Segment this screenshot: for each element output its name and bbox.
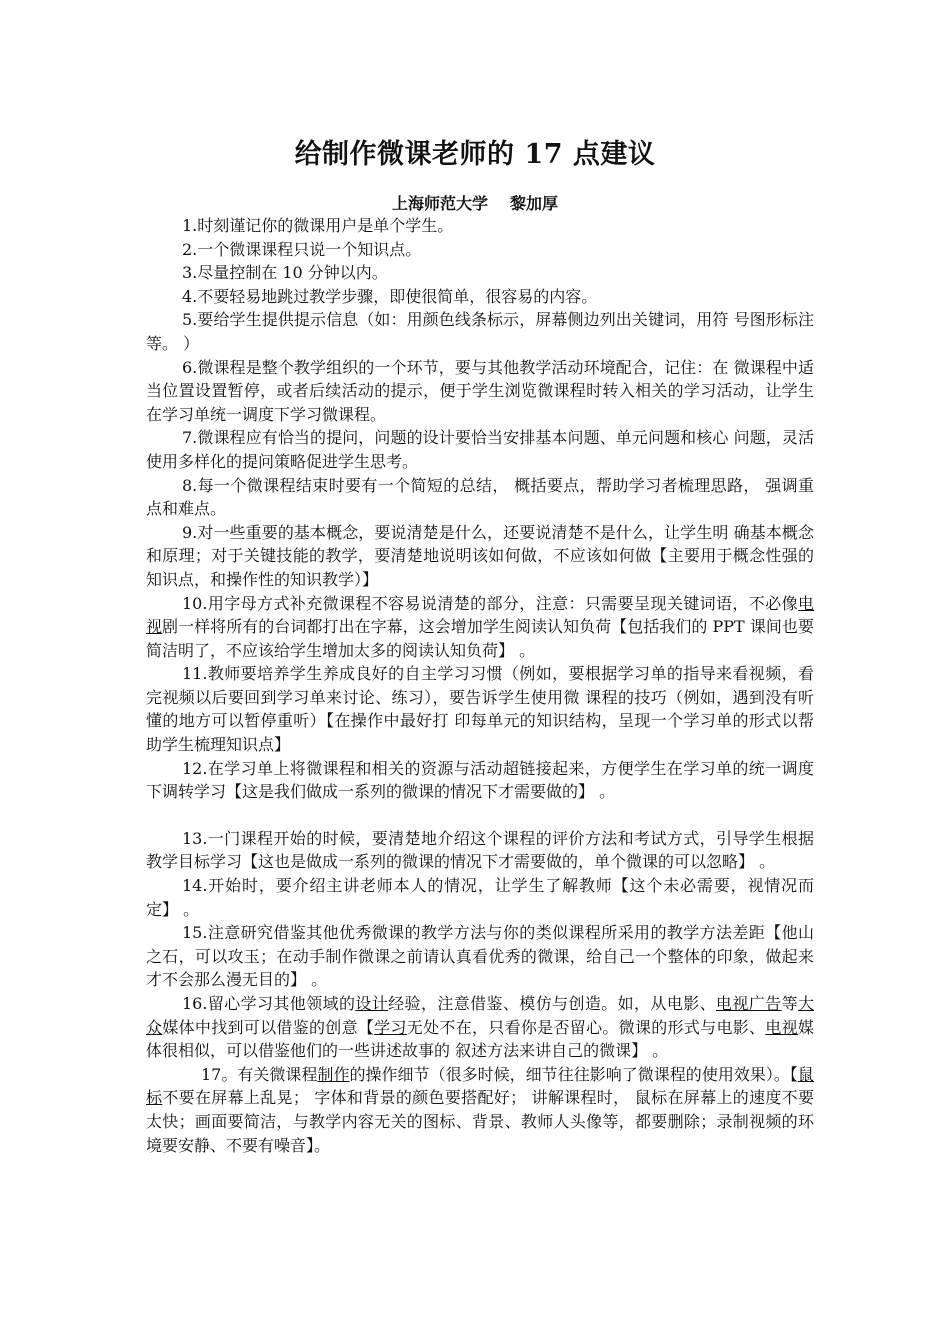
- link-make[interactable]: 制作: [317, 1064, 350, 1084]
- list-item: 1.时刻谨记你的微课用户是单个学生。: [182, 216, 454, 235]
- link-learning[interactable]: 学习: [374, 1017, 407, 1037]
- list-item: 9.对一些重要的基本概念，要说清楚是什么，还要说清楚不是什么，让学生明 确基本概念和原理；对于关键技能的教学，要清楚地说明该如何做，不应该如何做【主要用于概念性强的知识点，和操作性的知识教学）】: [146, 522, 814, 589]
- list-item: 7.微课程应有恰当的提问，问题的设计要恰当安排基本问题、单元问题和核心 问题，灵活使用多样化的提问策略促进学生思考。: [146, 428, 814, 471]
- list-item: 4.不要轻易地跳过教学步骤，即使很简单，很容易的内容。: [182, 286, 598, 306]
- link-mass[interactable]: 大众: [146, 994, 814, 1037]
- list-item: 5.要给学生提供提示信息（如：用颜色线条标示，屏幕侧边列出关键词，用符 号图形标注等。 ）: [146, 310, 814, 353]
- list-item: 12.在学习单上将微课程和相关的资源与活动超链接起来，方便学生在学习单的统一调度下调转学习【这是我们做成一系列的微课的情况下才需要做的】 。: [146, 758, 814, 802]
- link-tv-ads[interactable]: 电视广告: [716, 994, 782, 1013]
- link-design[interactable]: 设计: [355, 994, 389, 1013]
- list-item: 16.留心学习其他领域的设计经验，注意借鉴、模仿与创造。如，从电影、电视广告等大众媒体中找到可以借鉴的创意【学习无处不在，只看你是否留心。微课的形式与电影、电视媒体很相似，可以借鉴他们的一些讲述故事的 叙述方法来讲自己的微课】 。: [146, 994, 814, 1061]
- list-item: 10.用字母方式补充微课程不容易说清楚的部分，注意：只需要呈现关键词语，不必像电视剧一样将所有的台词都打出在字幕，这会增加学生阅读认知负荷【包括我们的 PPT 课间也要简洁明了，不应该给学生增加太多的阅读认知负荷】 。: [146, 593, 814, 660]
- link-tv-2[interactable]: 电视: [765, 1017, 798, 1037]
- document-body: [146, 214, 814, 1157]
- list-item: 17。有关微课程制作的操作细节（很多时候，细节往往影响了微课程的使用效果）。【鼠标不要在屏幕上乱晃； 字体和背景的颜色要搭配好； 讲解课程时， 鼠标在屏幕上的速度不要太快；画面要简洁，与教学内容无关的图标、背景、教师人头像等，都要删除；录制视频的环境要安静、不要有噪音】。: [146, 1064, 814, 1155]
- list-item: 11.教师要培养学生养成良好的自主学习习惯（例如，要根据学习单的指导来看视频，看完视频以后要回到学习单来讨论、练习），要告诉学生使用微 课程的技巧（例如，遇到没有听懂的地方可以暂停重听）【在操作中最好打 印每单元的知识结构，呈现一个学习单的形式以帮助学生梳理知识点】: [146, 664, 814, 755]
- link-tv[interactable]: 电视: [146, 593, 814, 637]
- author-name: 黎加厚: [510, 194, 559, 213]
- list-item: 2.一个微课课程只说一个知识点。: [182, 239, 422, 259]
- list-item: 3.尽量控制在 10 分钟以内。: [182, 263, 388, 283]
- author-school: 上海师范大学: [391, 194, 488, 213]
- list-item: 14.开始时，要介绍主讲老师本人的情况，让学生了解教师【这个未必需要，视情况而定】 。: [146, 876, 814, 919]
- list-item: 8.每一个微课程结束时要有一个简短的总结， 概括要点，帮助学习者梳理思路， 强调重点和难点。: [146, 475, 814, 519]
- list-item: 13.一门课程开始的时候，要清楚地介绍这个课程的评价方法和考试方式，引导学生根据教学目标学习【这也是做成一系列的微课的情况下才需要做的，单个微课的可以忽略】 。: [146, 828, 814, 872]
- list-item: 6.微课程是整个教学组织的一个环节，要与其他教学活动环境配合，记住：在 微课程中适当位置设置暂停，或者后续活动的提示，便于学生浏览微课程时转入相关的学习活动，让学生在学习单统一调度下学习微课程。: [146, 357, 814, 424]
- link-mouse[interactable]: 鼠标: [146, 1064, 814, 1108]
- author-line: [0, 191, 950, 214]
- document-title: 给制作微课老师的 17 点建议: [294, 139, 656, 170]
- list-item: 15.注意研究借鉴其他优秀微课的教学方法与你的类似课程所采用的教学方法差距【他山之石，可以攻玉；在动手制作微课之前请认真看优秀的微课，给自己一个整体的印象，做起来才不会那么漫无目的】 。: [146, 923, 814, 990]
